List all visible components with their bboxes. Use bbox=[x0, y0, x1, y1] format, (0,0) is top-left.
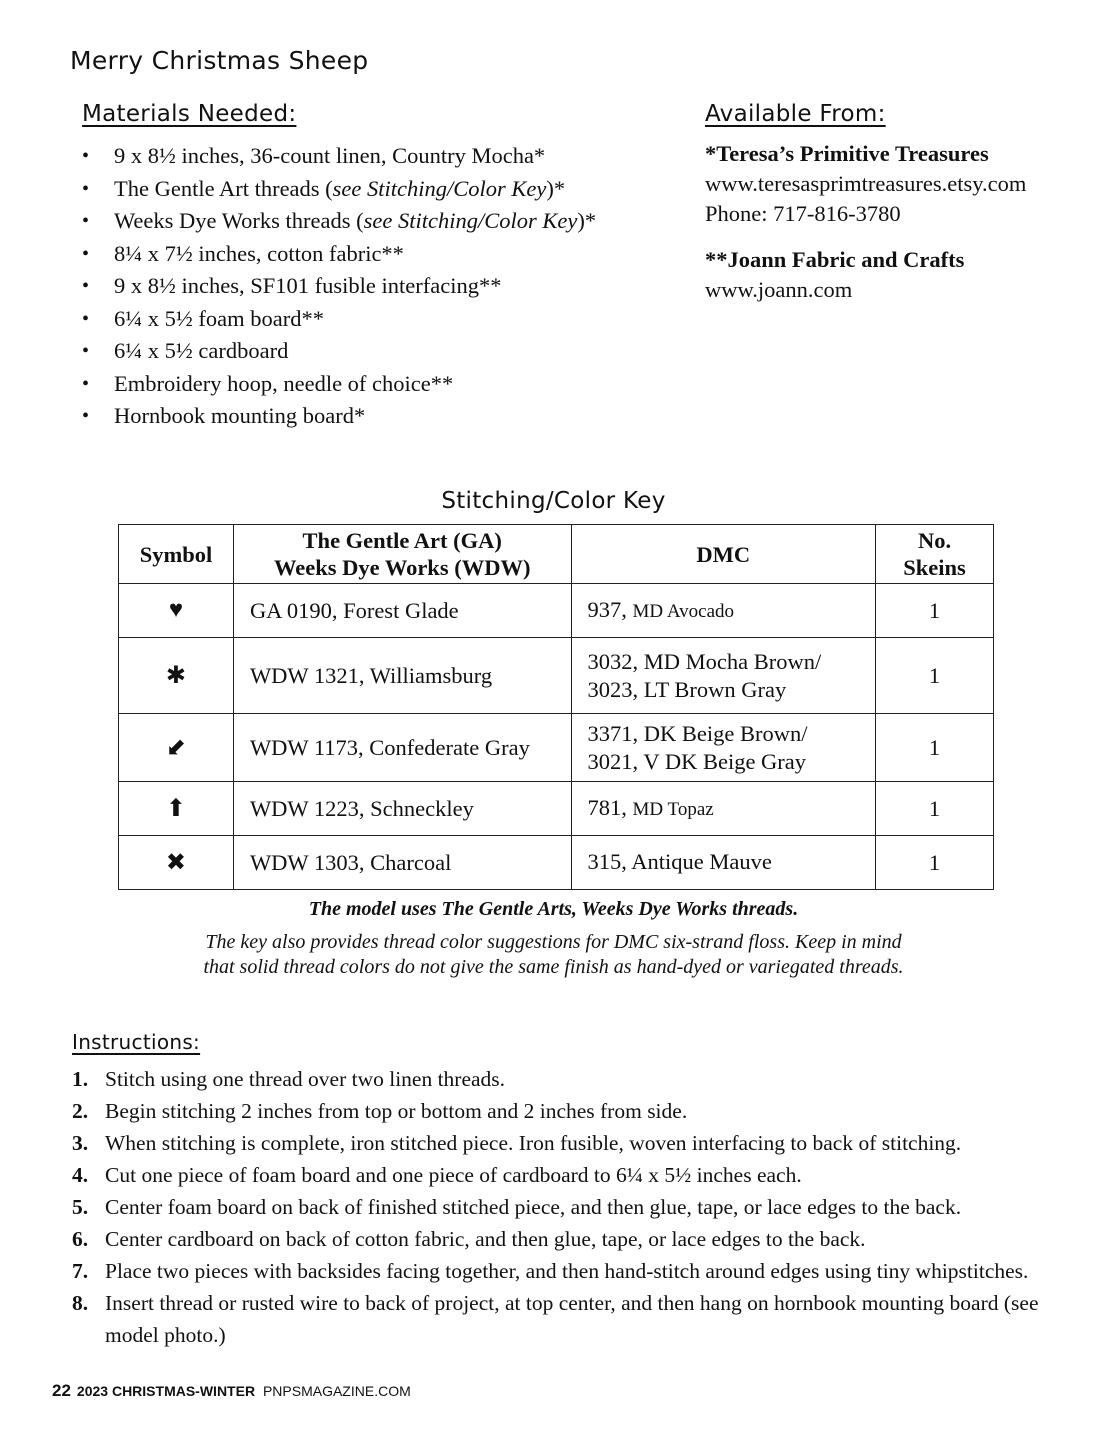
available-from-block bbox=[705, 139, 1026, 305]
thread-cell: WDW 1173, Confederate Gray bbox=[233, 714, 571, 782]
dmc-cell: 3032, MD Mocha Brown/ 3023, LT Brown Gray bbox=[571, 638, 876, 714]
dmc-note: The key also provides thread color suggestions for DMC six-strand floss. Keep in mind that solid thread colors do not give the same finish as hand-dyed or variegated threads. bbox=[203, 931, 904, 978]
vendor-name: **Joann Fabric and Crafts bbox=[705, 247, 965, 272]
instruction-step: 6. Center cardboard on back of cotton fabric, and then glue, tape, or lace edges to the back. bbox=[72, 1227, 866, 1251]
instruction-step: 4. Cut one piece of foam board and one piece of cardboard to 6¼ x 5½ inches each. bbox=[72, 1163, 802, 1187]
instructions-list bbox=[72, 1063, 1062, 1351]
table-row bbox=[119, 836, 994, 890]
table-row bbox=[119, 638, 994, 714]
skeins-cell: 1 bbox=[876, 782, 994, 836]
instruction-step: 3. When stitching is complete, iron stitched piece. Iron fusible, woven interfacing to back of stitching. bbox=[72, 1131, 962, 1155]
table-row bbox=[119, 714, 994, 782]
materials-item: • Hornbook mounting board* bbox=[80, 400, 596, 433]
arrow-down-left-icon: ⬋ bbox=[119, 714, 234, 782]
skeins-cell: 1 bbox=[876, 584, 994, 638]
skeins-cell: 1 bbox=[876, 714, 994, 782]
model-note: The model uses The Gentle Arts, Weeks Dye Works threads. bbox=[308, 898, 799, 920]
table-row bbox=[119, 584, 994, 638]
asterisk-icon: ✱ bbox=[119, 638, 234, 714]
page-number: 22 bbox=[52, 1381, 71, 1400]
materials-heading: Materials Needed: bbox=[82, 101, 297, 127]
vendor-name: *Teresa’s Primitive Treasures bbox=[705, 141, 989, 166]
issue-label: 2023 CHRISTMAS-WINTER bbox=[76, 1383, 256, 1399]
header-symbol: Symbol bbox=[119, 525, 234, 584]
page-title: Merry Christmas Sheep bbox=[70, 46, 369, 75]
materials-item: • 8¼ x 7½ inches, cotton fabric** bbox=[80, 238, 596, 271]
skeins-cell: 1 bbox=[876, 836, 994, 890]
dmc-cell: 315, Antique Mauve bbox=[571, 836, 876, 890]
table-header-row bbox=[119, 525, 994, 584]
materials-item: • 6¼ x 5½ cardboard bbox=[80, 335, 596, 368]
skeins-cell: 1 bbox=[876, 638, 994, 714]
vendor-website: www.joann.com bbox=[705, 277, 853, 302]
thread-cell: WDW 1321, Williamsburg bbox=[233, 638, 571, 714]
vendor-website: www.teresasprimtreasures.etsy.com bbox=[705, 171, 1027, 196]
header-thread: The Gentle Art (GA) Weeks Dye Works (WDW) bbox=[233, 525, 571, 584]
dmc-cell: 3371, DK Beige Brown/ 3021, V DK Beige Gray bbox=[571, 714, 876, 782]
header-skeins: No. Skeins bbox=[876, 525, 994, 584]
materials-item: • Embroidery hoop, needle of choice** bbox=[80, 368, 596, 401]
instruction-step: 2. Begin stitching 2 inches from top or bottom and 2 inches from side. bbox=[72, 1099, 688, 1123]
materials-list bbox=[80, 140, 596, 433]
x-mark-icon: ✖ bbox=[119, 836, 234, 890]
instruction-step: 5. Center foam board on back of finished stitched piece, and then glue, tape, or lace edges to the back. bbox=[72, 1195, 962, 1219]
materials-item: • 6¼ x 5½ foam board** bbox=[80, 303, 596, 336]
vendor-phone: Phone: 717-816-3780 bbox=[705, 201, 901, 226]
instruction-step: 1. Stitch using one thread over two linen threads. bbox=[72, 1067, 506, 1091]
materials-item: • 9 x 8½ inches, 36-count linen, Country Mocha* bbox=[80, 140, 596, 173]
materials-item: • 9 x 8½ inches, SF101 fusible interfacing** bbox=[80, 270, 596, 303]
thread-cell: GA 0190, Forest Glade bbox=[233, 584, 571, 638]
heart-icon: ♥ bbox=[119, 584, 234, 638]
thread-cell: WDW 1223, Schneckley bbox=[233, 782, 571, 836]
dmc-cell: 937, MD Avocado bbox=[571, 584, 876, 638]
header-dmc: DMC bbox=[571, 525, 876, 584]
materials-item: • Weeks Dye Works threads (see Stitching/Color Key)* bbox=[80, 205, 596, 238]
table-row bbox=[119, 782, 994, 836]
page-footer bbox=[52, 1381, 411, 1401]
site-label: PNPSMAGAZINE.COM bbox=[262, 1383, 411, 1399]
color-key-title: Stitching/Color Key bbox=[441, 488, 666, 514]
color-key-table bbox=[118, 524, 994, 890]
arrow-up-icon: ⬆ bbox=[119, 782, 234, 836]
dmc-cell: 781, MD Topaz bbox=[571, 782, 876, 836]
instruction-step: 7. Place two pieces with backsides facing together, and then hand-stitch around edges using tiny whipstitches. bbox=[72, 1259, 1029, 1283]
instructions-heading: Instructions: bbox=[72, 1030, 201, 1054]
instruction-step: 8. Insert thread or rusted wire to back of project, at top center, and then hang on hornbook mounting board (see model photo.) bbox=[72, 1291, 1039, 1347]
thread-cell: WDW 1303, Charcoal bbox=[233, 836, 571, 890]
available-from-heading: Available From: bbox=[705, 101, 886, 127]
materials-item: • The Gentle Art threads (see Stitching/Color Key)* bbox=[80, 173, 596, 206]
